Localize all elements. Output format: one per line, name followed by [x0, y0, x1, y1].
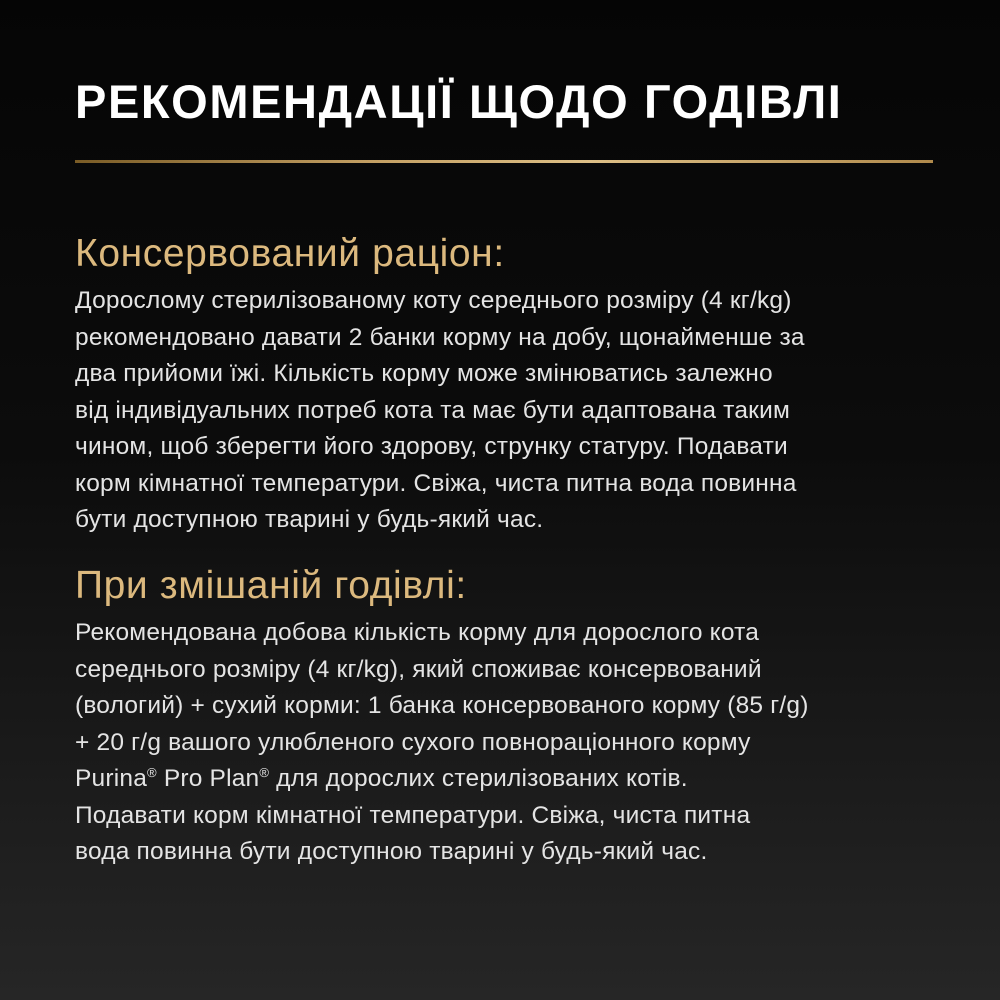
text-line: Дорослому стерилізованому коту середнього розміру (4 кг/kg) [75, 287, 792, 314]
text-line: Рекомендована добова кількість корму для дорослого кота [75, 619, 760, 646]
text-line: рекомендовано давати 2 банки корму на добу, щонайменше за [75, 323, 805, 351]
text-line: від індивідуальних потреб кота та має бути адаптована таким [75, 396, 791, 424]
text-line: два прийоми їжі. Кількість корму може змінюватись залежно [75, 360, 773, 387]
text-line: (вологий) + сухий корми: 1 банка консервованого корму (85 г/g) [75, 692, 809, 719]
brand-line-rest: для дорослих стерилізованих котів. [269, 765, 688, 792]
brand-pro-plan: Pro Plan [156, 765, 260, 792]
page-title: РЕКОМЕНДАЦІЇ ЩОДО ГОДІВЛІ [75, 75, 843, 128]
text-line: вода повинна бути доступною тварині у будь-який час. [75, 838, 708, 865]
registered-mark: ® [147, 764, 157, 780]
text-line: + 20 г/g вашого улюбленого сухого повнораціонного корму [75, 728, 751, 756]
brand-text-line [75, 761, 945, 798]
text-line: чином, щоб зберегти його здорову, струнку статуру. Подавати [75, 433, 788, 460]
text-line: корм кімнатної температури. Свіжа, чиста питна вода повинна [75, 469, 797, 497]
mixed-feeding-text [75, 615, 945, 871]
mixed-feeding-section [75, 560, 945, 871]
text-line: Подавати корм кімнатної температури. Свіжа, чиста питна [75, 801, 751, 829]
canned-diet-heading: Консервований раціон: [75, 232, 505, 275]
brand-purina: Purina [75, 765, 148, 792]
canned-diet-section [75, 228, 945, 539]
gold-divider [75, 160, 933, 163]
text-line: середнього розміру (4 кг/kg), який споживає консервований [75, 655, 762, 683]
mixed-feeding-heading: При змішаній годівлі: [75, 564, 467, 607]
canned-diet-text [75, 283, 945, 539]
registered-mark: ® [259, 764, 270, 780]
text-line: бути доступною тварині у будь-який час. [75, 506, 544, 533]
